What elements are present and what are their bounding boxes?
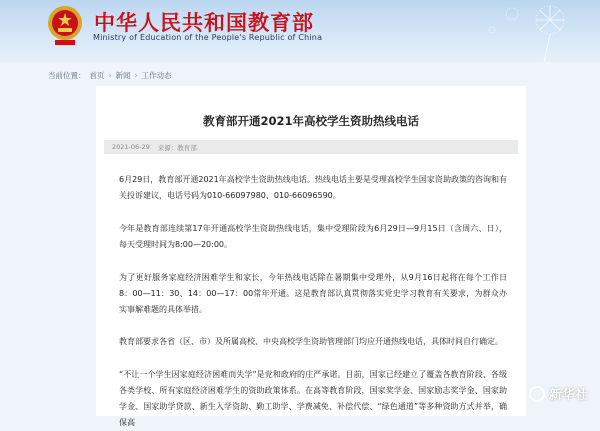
article-paragraph: 为了更好服务家庭经济困难学生和家长，今年热线电话除在暑期集中受理外，从9月16日起将在每个工作日8：00—11：30、14：00—17：00常年开通。这是教育部认真贯彻落实党史学习教育有关要求，为群众办实事解难题的具体举措。 [119, 273, 507, 314]
breadcrumb [48, 68, 172, 82]
article-paragraph: 教育部要求各省（区、市）及所属高校、中央高校学生资助管理部门均应开通热线电话，具体时间自行确定。 [119, 337, 503, 346]
watermark-text: 新华社 [548, 388, 588, 403]
article-paragraph: 6月29日，教育部开通2021年高校学生资助热线电话。热线电话主要是受理高校学生国家资助政策的咨询和有关投诉建议，电话号码为010-66097980、010-66096590。 [119, 175, 507, 200]
breadcrumb-link-work-updates[interactable]: 工作动态 [141, 70, 172, 80]
breadcrumb-separator: › [108, 70, 112, 80]
article-source: 来源：教育部 [157, 143, 197, 152]
watermark [529, 384, 588, 403]
dandelion-decoration-icon [472, 0, 582, 62]
article-paragraph: 今年是教育部连续第17年开通高校学生资助热线电话，集中受理阶段为6月29日—9月15日（含周六、日），每天受理时间为8:00—20:00。 [119, 224, 507, 249]
article-date: 2021-06-29 [112, 143, 150, 151]
site-title[interactable]: 中华人民共和国教育部 [94, 10, 314, 35]
article-paragraph: “不让一个学生因家庭经济困难而失学”是党和政府的庄严承诺。目前，国家已经建立了覆盖各教育阶段、各级各类学校、所有家庭经济困难学生的资助政策体系。在高等教育阶段，国家奖学金、国家励志奖学金、国家助学金、国家助学贷款、新生入学资助、勤工助学、学费减免、补偿代偿、“绿色通道”等多种资助方式并举，确保高 [119, 370, 507, 427]
breadcrumb-separator: › [134, 70, 138, 80]
breadcrumb-link-news[interactable]: 新闻 [115, 70, 131, 80]
article-container [96, 86, 526, 427]
site-header [0, 0, 600, 62]
article-meta [104, 140, 518, 154]
article-title: 教育部开通2021年高校学生资助热线电话 [202, 114, 419, 128]
site-subtitle: Ministry of Education of the People's Republic of China [93, 33, 323, 42]
breadcrumb-prefix: 当前位置： [48, 70, 86, 80]
weibo-icon [529, 386, 545, 402]
national-emblem-icon [46, 4, 84, 46]
breadcrumb-link-home[interactable]: 首页 [89, 70, 105, 80]
